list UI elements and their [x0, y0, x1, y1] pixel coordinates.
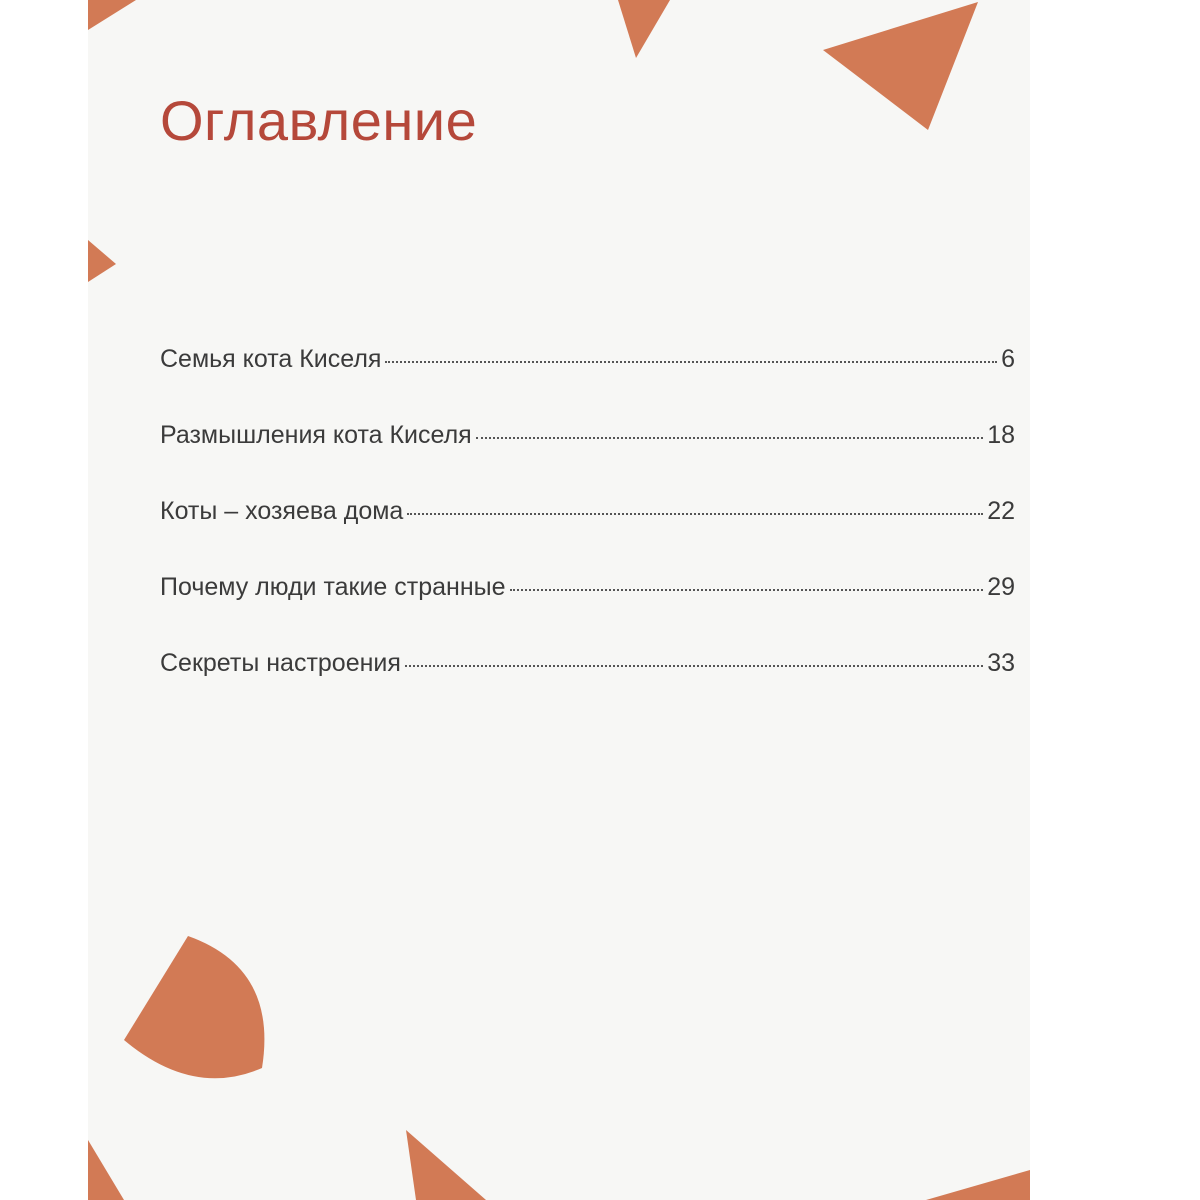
dot-leader	[405, 665, 983, 667]
decorative-triangle-bottom-right	[898, 1150, 1030, 1200]
toc-entry-5[interactable]	[160, 649, 1015, 725]
toc-entry-page-number: 29	[987, 573, 1015, 601]
dot-leader	[510, 589, 984, 591]
toc-entry-1[interactable]	[160, 345, 1015, 421]
decorative-triangle-top-center	[618, 0, 678, 70]
decorative-semicircle-bottom	[118, 928, 278, 1118]
toc-entry-page-number: 6	[1001, 345, 1015, 373]
toc-entry-title: Секреты настроения	[160, 649, 401, 677]
toc-entry-title: Размышления кота Киселя	[160, 421, 472, 449]
toc-entry-3[interactable]	[160, 497, 1015, 573]
toc-entry-page-number: 22	[987, 497, 1015, 525]
table-of-contents	[160, 345, 1015, 725]
toc-entry-4[interactable]	[160, 573, 1015, 649]
toc-entry-title: Коты – хозяева дома	[160, 497, 404, 525]
toc-entry-page-number: 18	[987, 421, 1015, 449]
decorative-triangle-bottom-left	[88, 1140, 138, 1200]
dot-leader	[476, 437, 983, 439]
dot-leader	[407, 513, 983, 515]
decorative-triangle-top-right	[778, 0, 1028, 140]
book-page	[88, 0, 1030, 1200]
toc-entry-2[interactable]	[160, 421, 1015, 497]
page-title: Оглавление	[160, 89, 478, 152]
dot-leader	[385, 361, 997, 363]
toc-entry-page-number: 33	[987, 649, 1015, 677]
toc-entry-title: Семья кота Киселя	[160, 345, 382, 373]
decorative-triangle-left	[88, 240, 128, 290]
toc-entry-title: Почему люди такие странные	[160, 573, 506, 601]
decorative-triangle-bottom-center	[398, 1130, 488, 1200]
decorative-triangle-top-left	[88, 0, 148, 40]
